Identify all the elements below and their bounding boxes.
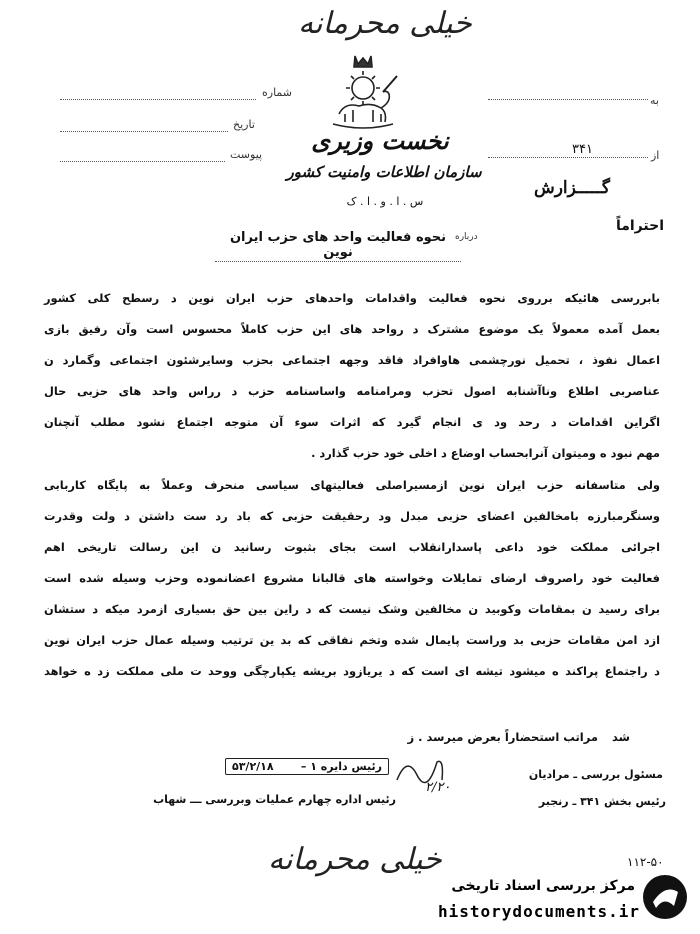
classification-bottom: خیلی محرمانه: [268, 842, 442, 877]
stamp-title: رئیس دایره ۱ –: [300, 760, 382, 773]
body-line: اجرائی مملکت خود داعی پاسدارانقلاب است بجای بثبوت رسانید ن این رسالت تاریخی اهم: [44, 539, 660, 554]
body-line: اعمال نفوذ ، تحمیل نورچشمی هاوافراد فاقد وجهه اجتماعی بحزب وسایرشئون اجتماعی وگمارد ن: [44, 353, 660, 368]
report-body: [44, 283, 660, 687]
body-line: اگراین اقدامات د رحد ود ی انجام گیرد که اثرات سوء آن متوجه اجتماع نشود مطلب آنچنان: [44, 415, 660, 430]
attachment-label: پیوست: [230, 148, 263, 161]
org-code: س . ا . و . ا . ک: [346, 195, 424, 208]
body-line: د راجتماع پراکند ه میشود تیشه ای است که د یریازود بریشه یکپارچگی ووحد ت ملی مملکت زد ه خواهد: [44, 664, 660, 679]
body-line: وسنگرمبارزه بامخالفین اعضای حزبی مبدل ود رحقیقت حزبی که باد رد ست داشتن د ولت وقدرت: [44, 508, 660, 523]
subject-label: درباره: [455, 232, 478, 242]
closing-line: مراتب استحضاراً بعرض میرسد . ز: [407, 730, 598, 744]
date-label: تاریخ: [233, 118, 255, 131]
initials: ۲/۲۰: [425, 780, 451, 795]
classification-top: خیلی محرمانه: [298, 6, 472, 41]
body-line: ازد امن مقامات حزبی بد وراست پایمال شده وتخم نفاقی که بد ین ترتیب وسیله عمال حزب ایران نوین: [44, 633, 660, 648]
page-code: ۱۱۲-۵۰: [627, 855, 664, 869]
number-label: شماره: [262, 86, 293, 99]
stamp-date: ۵۳/۲/۱۸: [232, 760, 274, 773]
to-field: [488, 99, 648, 100]
body-line: بابررسی هائیکه برروی نحوه فعالیت واقدامات واحدهای حزب ایران نوین د رسطح کلی کشور: [44, 291, 660, 305]
archive-logo-icon: [640, 872, 690, 922]
body-line: فعالیت خود راصروف ارضای تمایلات وخواسته های قالبانا مشروع اعضانموده وحزب وسیله شده است: [44, 570, 660, 585]
body-line: ولی متاسفانه حزب ایران نوین ازمسیراصلی فعالیتهای سیاسی منحرف وعملاً به پایگاه کاربابی: [44, 477, 660, 492]
number-field: [60, 99, 256, 100]
org-title: نخست وزیری: [311, 126, 449, 155]
from-value: ۳۴۱: [572, 142, 593, 157]
watermark-title: مرکز بررسی اسناد تاریخی: [451, 878, 635, 894]
salutation: احتراماً: [615, 218, 664, 234]
org-subtitle: سازمان اطلاعات وامنیت کشور: [286, 163, 482, 181]
staff-line: رئیس بخش ۳۴۱ ـ رنجبر: [538, 795, 666, 808]
from-field: [488, 157, 648, 158]
watermark-url: historydocuments.ir: [438, 902, 641, 921]
attachment-field: [60, 161, 225, 162]
department-head-stamp: [225, 758, 389, 775]
body-line: مهم نبود ه ومیتوان آنرابحساب اوضاع د اخلی خود حزب گذارد .: [311, 446, 660, 461]
director-line: رئیس اداره چهارم عملیات وبررسی ـــ شهاب: [153, 793, 396, 806]
officer-line: مسئول بررسی ـ مرادیان: [528, 768, 663, 781]
body-line: عناصربی اطلاع وناآشنابه اصول تحزب ومرامنامه واساسنامه حزب د رراس واحد های حزبی حال: [44, 384, 660, 399]
body-line: برای رسید ن بمقامات وکوبید ن مخالفین وشک نیست که د راین بین حق بسیاری ازمرد میکه د ستشان: [44, 601, 660, 616]
body-last-word: شد: [612, 730, 630, 744]
to-label: به: [650, 94, 659, 107]
body-line: بعمل آمده معمولاً یک موضوع مشترک د رواحد های این حزب کاملاً محسوس است وآن رفیق بازی: [44, 322, 660, 337]
subject: نحوه فعالیت واحد های حزب ایران نوین: [215, 230, 461, 262]
date-field: [60, 131, 228, 132]
report-label: گـــــزارش: [533, 178, 610, 198]
from-label: از: [651, 149, 660, 162]
lion-and-sun-emblem-icon: [325, 52, 401, 134]
